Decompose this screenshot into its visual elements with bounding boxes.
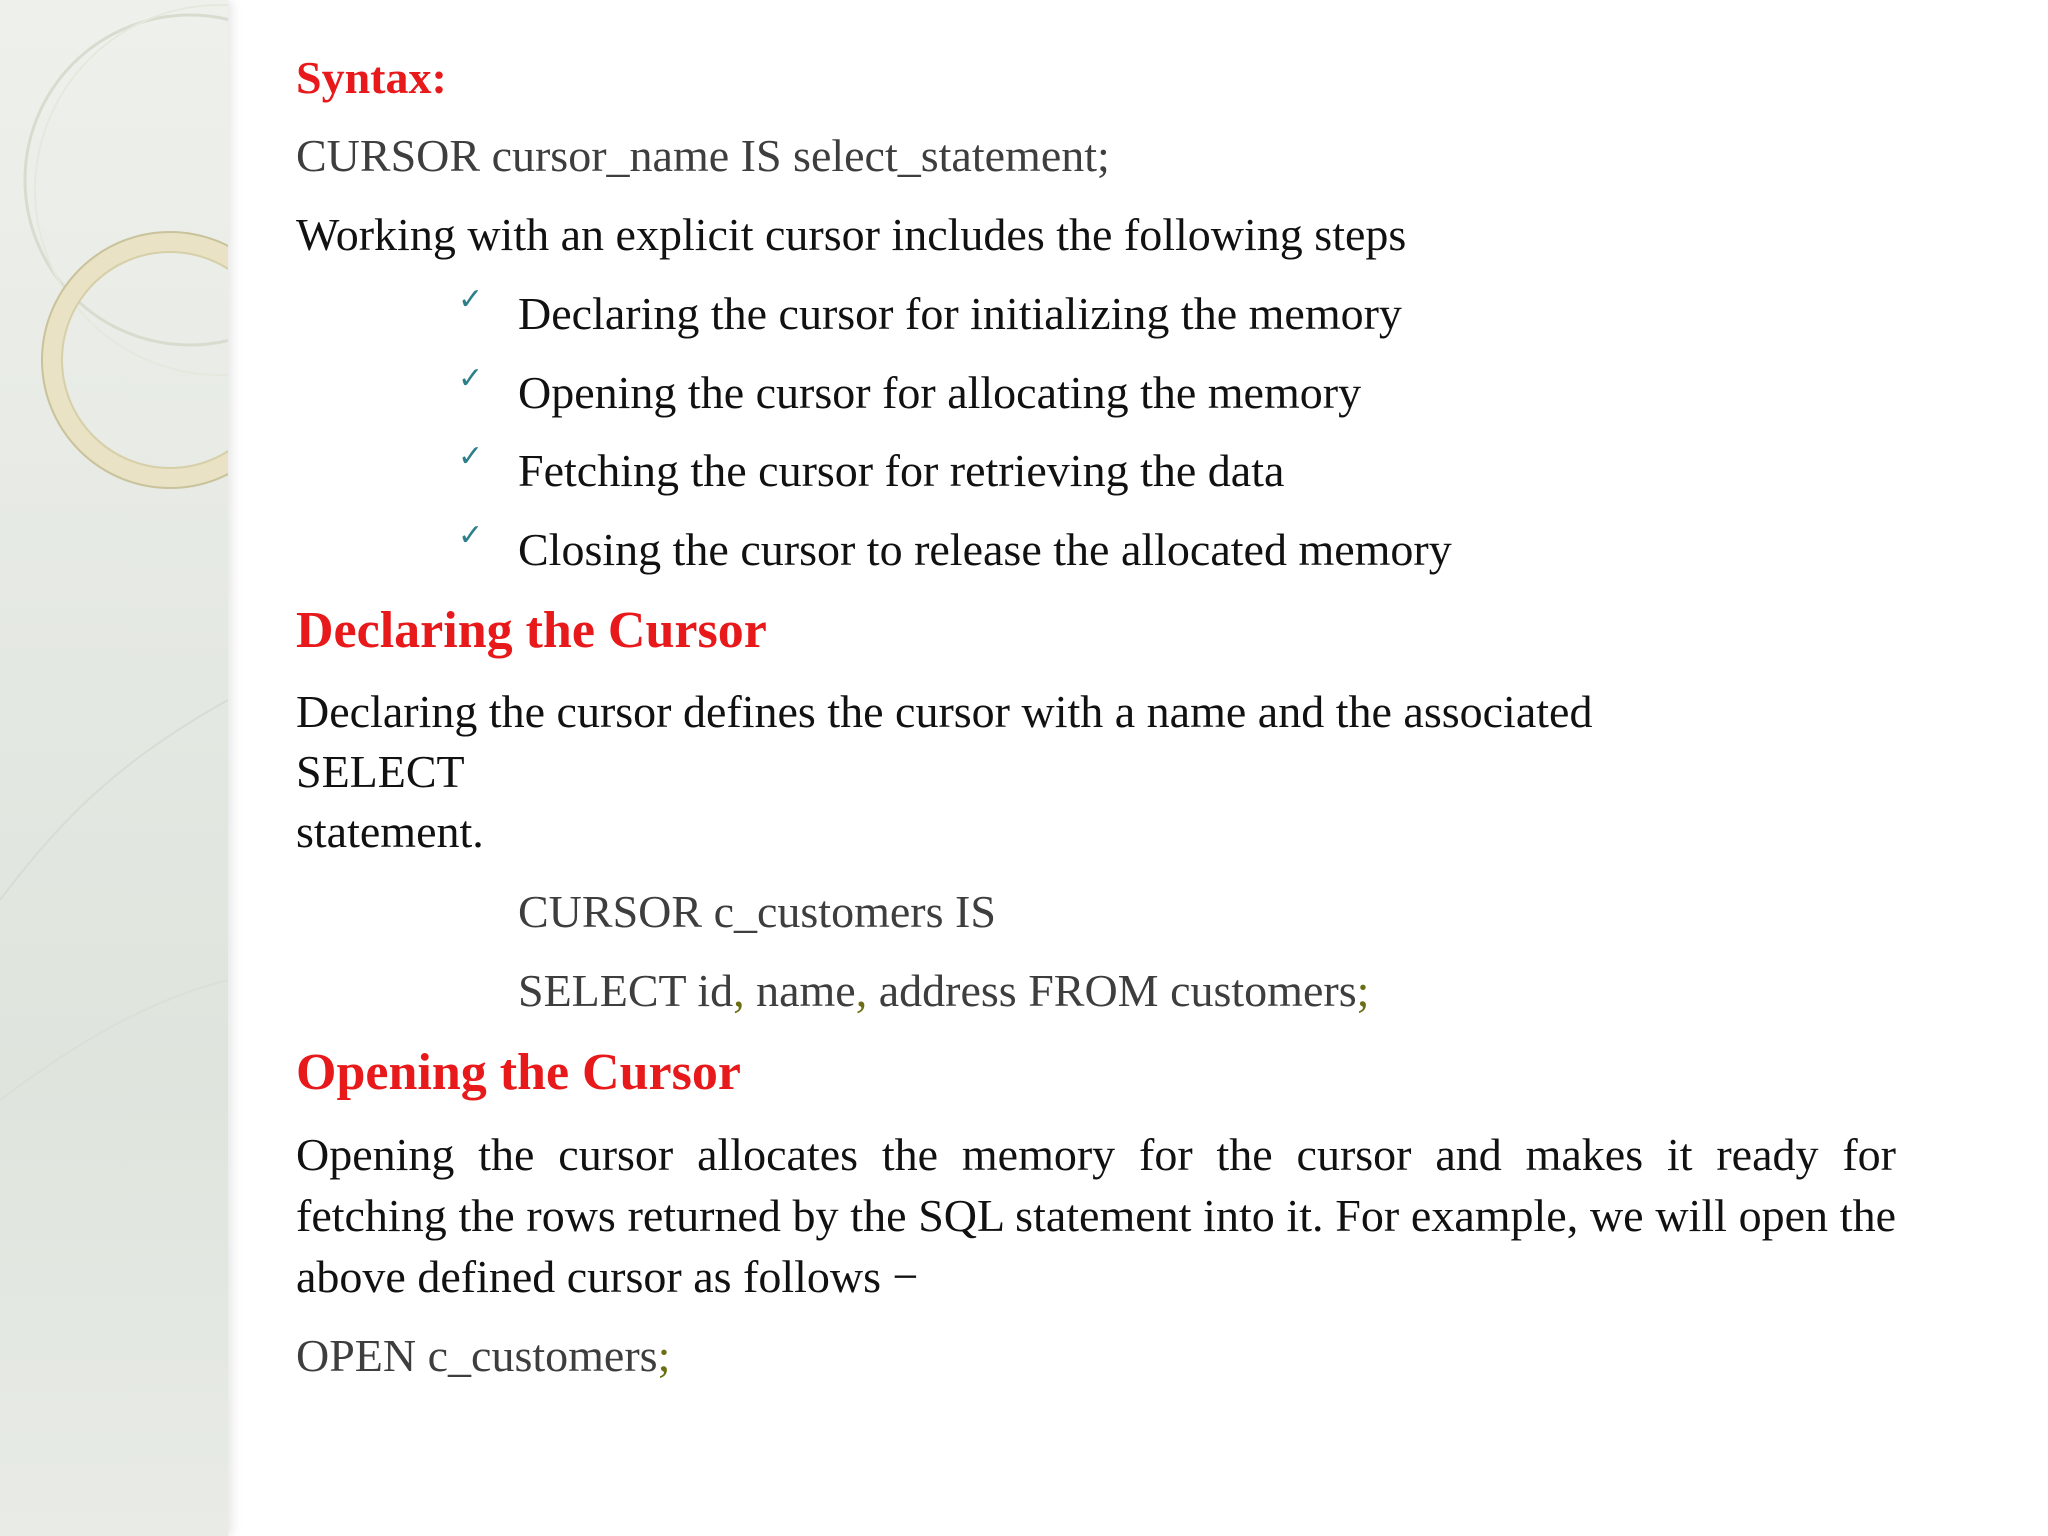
declaring-heading: Declaring the Cursor: [296, 602, 767, 659]
code-segment: OPEN c_customers: [296, 1330, 658, 1381]
code-comma: ,: [733, 965, 745, 1016]
checkmark-icon: ✓: [458, 518, 484, 553]
declaring-text-line3: statement.: [296, 806, 484, 857]
declaring-code-line1: CURSOR c_customers IS: [518, 886, 996, 937]
step-label: Opening the cursor for allocating the memory: [518, 367, 1362, 418]
declaring-code-line2: [518, 963, 1369, 1019]
step-item-close: [458, 518, 1452, 578]
decorative-side-strip: [0, 0, 228, 1536]
code-segment: SELECT id: [518, 965, 734, 1016]
step-item-fetch: [458, 439, 1285, 499]
step-item-declare: [458, 282, 1402, 342]
syntax-statement: CURSOR cursor_name IS select_statement;: [296, 130, 1110, 181]
syntax-heading: Syntax:: [296, 52, 447, 103]
checkmark-icon: ✓: [458, 439, 484, 474]
checkmark-icon: ✓: [458, 282, 484, 317]
decorative-rings-graphic: [0, 0, 228, 1536]
opening-code: [296, 1328, 670, 1384]
declaring-text-line1: Declaring the cursor defines the cursor with a name and the associated: [296, 686, 1593, 737]
opening-heading: Opening the Cursor: [296, 1044, 741, 1101]
code-comma: ,: [855, 965, 868, 1016]
step-item-open: [458, 361, 1362, 421]
step-label: Fetching the cursor for retrieving the data: [518, 445, 1285, 496]
code-segment: name: [744, 965, 856, 1016]
code-segment: address FROM customers: [867, 965, 1357, 1016]
checkmark-icon: ✓: [458, 361, 484, 396]
opening-paragraph: Opening the cursor allocates the memory for the cursor and makes it ready for fetching the rows returned by the SQL statement into it. For example, we will open the above defined cursor as follows −: [296, 1129, 1896, 1302]
step-label: Declaring the cursor for initializing the memory: [518, 288, 1402, 339]
steps-intro: Working with an explicit cursor includes the following steps: [296, 209, 1407, 260]
step-label: Closing the cursor to release the allocated memory: [518, 524, 1452, 575]
code-semicolon: ;: [657, 1330, 671, 1381]
declaring-text-line2: SELECT: [296, 746, 465, 797]
code-semicolon: ;: [1356, 965, 1370, 1016]
